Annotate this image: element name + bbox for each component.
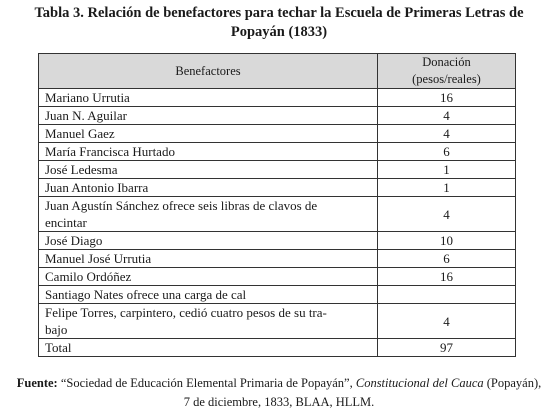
table-header-row [39, 54, 516, 89]
donation-amount: 6 [378, 250, 516, 268]
donation-amount: 4 [378, 107, 516, 125]
benefactor-name-line: Juan Agustín Sánchez ofrece seis libras de clavos de [45, 198, 318, 213]
donation-amount: 4 [378, 197, 516, 232]
source-place: (Popayán), [486, 376, 542, 390]
table-row [39, 232, 516, 250]
donation-amount: 1 [378, 179, 516, 197]
table-row [39, 89, 516, 107]
donation-amount: 10 [378, 232, 516, 250]
table-title [0, 4, 558, 42]
benefactor-name-line: José Ledesma [45, 162, 118, 177]
table-row [39, 268, 516, 286]
benefactor-name [39, 125, 378, 143]
source-note [0, 374, 558, 412]
benefactor-name-line: Santiago Nates ofrece una carga de cal [45, 287, 247, 302]
source-text: “Sociedad de Educación Elemental Primaria de Popayán”, [60, 376, 353, 390]
donation-amount: 16 [378, 89, 516, 107]
benefactor-name [39, 286, 378, 304]
donation-amount: 4 [378, 125, 516, 143]
total-value: 97 [378, 339, 516, 357]
benefactor-name [39, 304, 378, 339]
benefactor-name-line: Felipe Torres, carpintero, cedió cuatro pesos de su tra- [45, 305, 327, 320]
benefactor-name [39, 161, 378, 179]
header-donacion-line-1: Donación [422, 55, 471, 69]
source-note-line-2: 7 de diciembre, 1833, BLAA, HLLM. [183, 395, 375, 409]
table-row [39, 161, 516, 179]
benefactor-name-line: bajo [45, 322, 68, 337]
benefactor-name [39, 179, 378, 197]
benefactor-name-line: encintar [45, 215, 87, 230]
donation-amount: 16 [378, 268, 516, 286]
benefactor-name-line: Juan N. Aguilar [45, 108, 127, 123]
table-row [39, 125, 516, 143]
table-row [39, 304, 516, 339]
table-row [39, 179, 516, 197]
benefactor-name-line: José Diago [45, 233, 103, 248]
source-note-line-1 [0, 374, 558, 393]
table-title-line-1: Tabla 3. Relación de benefactores para techar la Escuela de Primeras Letras de [34, 5, 524, 21]
benefactors-table [38, 53, 516, 357]
benefactor-name [39, 143, 378, 161]
source-publication: Constitucional del Cauca [355, 376, 484, 390]
donation-amount [378, 286, 516, 304]
benefactor-name [39, 89, 378, 107]
header-benefactores: Benefactores [39, 54, 378, 89]
header-donacion [378, 54, 516, 89]
benefactor-name-line: Mariano Urrutia [45, 90, 130, 105]
benefactor-name [39, 232, 378, 250]
table-row [39, 197, 516, 232]
benefactor-name-line: Camilo Ordóñez [45, 269, 132, 284]
table-title-line-2: Popayán (1833) [230, 24, 328, 40]
benefactor-name [39, 250, 378, 268]
table-row [39, 250, 516, 268]
table-body [39, 89, 516, 339]
total-label: Total [39, 339, 378, 357]
source-label: Fuente: [16, 376, 58, 390]
total-row [39, 339, 516, 357]
benefactor-name-line: Manuel Gaez [45, 126, 115, 141]
benefactor-name-line: Juan Antonio Ibarra [45, 180, 149, 195]
benefactor-name-line: Manuel José Urrutia [45, 251, 152, 266]
benefactor-name [39, 268, 378, 286]
table-row [39, 143, 516, 161]
benefactor-name [39, 107, 378, 125]
benefactor-name [39, 197, 378, 232]
donation-amount: 6 [378, 143, 516, 161]
table-row [39, 107, 516, 125]
donation-amount: 4 [378, 304, 516, 339]
benefactor-name-line: María Francisca Hurtado [45, 144, 175, 159]
table-row [39, 286, 516, 304]
header-donacion-line-2: (pesos/reales) [412, 72, 481, 86]
donation-amount: 1 [378, 161, 516, 179]
